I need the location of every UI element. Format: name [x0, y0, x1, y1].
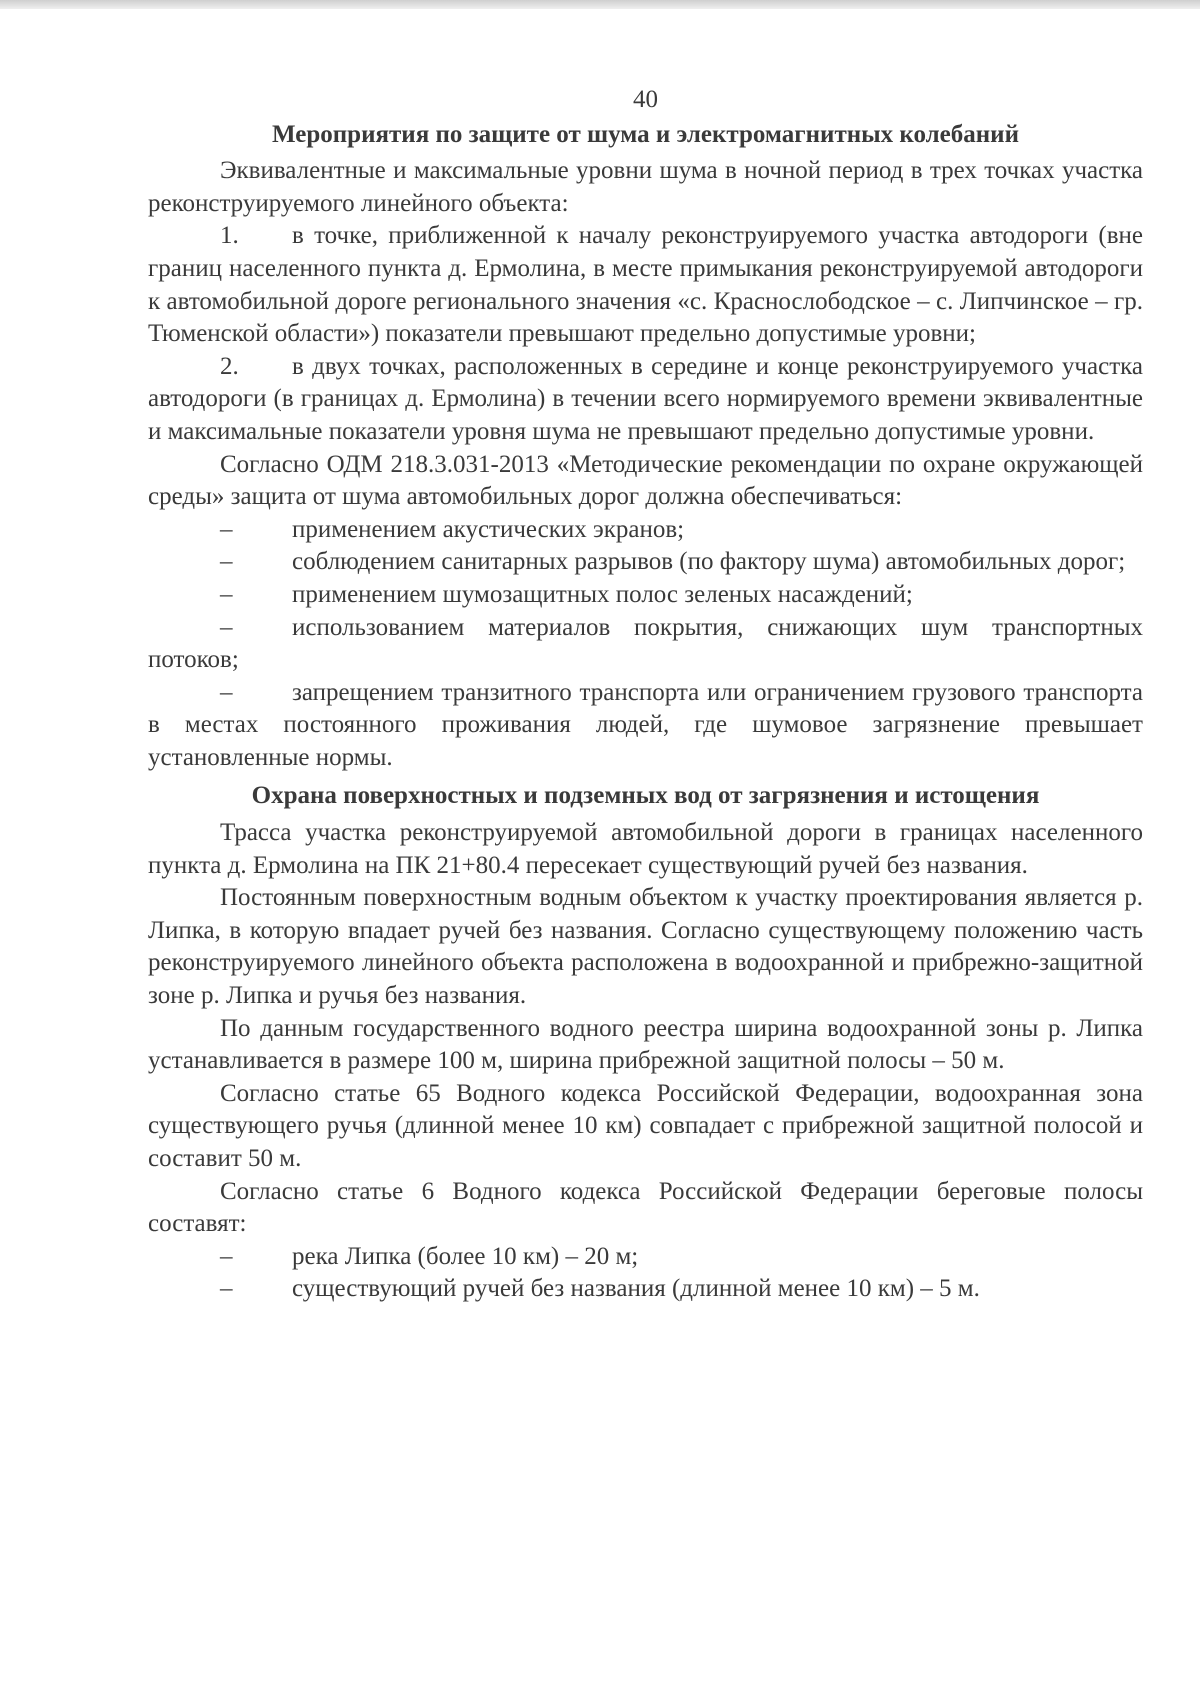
- item-text: соблюдением санитарных разрывов (по фактору шума) автомобильных дорог;: [292, 548, 1126, 576]
- dash-item-noise-2: [148, 546, 1143, 579]
- paragraph-water-4: Согласно статье 65 Водного кодекса Российской Федерации, водоохранная зона существующего ручья (длинной менее 10 км) совпадает с прибрежной защитной полосой и составит 50 м.: [148, 1079, 1143, 1172]
- paragraph-noise-intro: Эквивалентные и максимальные уровни шума в ночной период в трех точках участка реконструируемого линейного объекта:: [148, 157, 1143, 217]
- dash-marker: –: [220, 1275, 233, 1303]
- dash-item-noise-5: [148, 677, 1143, 775]
- document-page: [148, 84, 1143, 1306]
- dash-item-water-1: [148, 1241, 1143, 1274]
- item-text: в точке, приближенной к началу реконструируемого участка автодороги (вне границ населенного пункта д. Ермолина, в месте примыкания реконструируемой автодороги к автомобильной дороге регионального значения «с. Краснослободское – с. Липчинское – гр. Тюменской области») показатели превышают предельно допустимые уровни;: [148, 222, 1143, 348]
- paragraph-water-2: Постоянным поверхностным водным объектом к участку проектирования является р. Липка, в которую впадает ручей без названия. Согласно существующему положению часть реконструируемого линейного объекта расположена в водоохранной и прибрежно-защитной зоне р. Липка и ручья без названия.: [148, 884, 1143, 1010]
- paragraph-water-3: По данным государственного водного реестра ширина водоохранной зоны р. Липка устанавливается в размере 100 м, ширина прибрежной защитной полосы – 50 м.: [148, 1014, 1143, 1075]
- section-heading-noise: Мероприятия по защите от шума и электромагнитных колебаний: [272, 120, 1019, 148]
- page-number: 40: [633, 86, 658, 113]
- paragraph-water-5: Согласно статье 6 Водного кодекса Российской Федерации береговые полосы составят:: [148, 1177, 1143, 1238]
- paragraph-water-1: Трасса участка реконструируемой автомобильной дороги в границах населенного пункта д. Ермолина на ПК 21+80.4 пересекает существующий ручей без названия.: [148, 819, 1143, 879]
- dash-item-noise-1: [148, 514, 1143, 547]
- dash-marker: –: [220, 580, 233, 608]
- dash-marker: –: [220, 678, 233, 706]
- item-text: существующий ручей без названия (длинной менее 10 км) – 5 м.: [292, 1275, 980, 1303]
- dash-marker: –: [220, 1242, 233, 1270]
- paragraph-odm: Согласно ОДМ 218.3.031-2013 «Методические рекомендации по охране окружающей среды» защита от шума автомобильных дорог должна обеспечиваться:: [148, 450, 1143, 511]
- item-text: река Липка (более 10 км) – 20 м;: [292, 1242, 639, 1270]
- dash-marker: –: [220, 613, 233, 641]
- numbered-item-1: [148, 220, 1143, 350]
- item-marker: 2.: [220, 352, 239, 380]
- dash-item-noise-3: [148, 579, 1143, 612]
- item-text: запрещением транзитного транспорта или ограничением грузового транспорта в местах постоянного проживания людей, где шумовое загрязнение превышает установленные нормы.: [148, 678, 1143, 771]
- dash-item-noise-4: [148, 612, 1143, 677]
- scan-top-edge: [0, 0, 1200, 9]
- item-text: в двух точках, расположенных в середине и конце реконструируемого участка автодороги (в границах д. Ермолина) в течении всего нормируемого времени эквивалентные и максимальные показатели уровня шума не превышают предельно допустимые уровни.: [148, 352, 1143, 445]
- dash-item-water-2: [148, 1273, 1143, 1306]
- item-text: использованием материалов покрытия, снижающих шум транспортных потоков;: [148, 613, 1143, 674]
- item-marker: 1.: [220, 222, 239, 250]
- item-text: применением шумозащитных полос зеленых насаждений;: [292, 580, 913, 608]
- numbered-item-2: [148, 351, 1143, 449]
- item-text: применением акустических экранов;: [292, 515, 685, 543]
- dash-marker: –: [220, 515, 233, 543]
- dash-marker: –: [220, 548, 233, 576]
- section-heading-water: Охрана поверхностных и подземных вод от загрязнения и истощения: [251, 782, 1040, 810]
